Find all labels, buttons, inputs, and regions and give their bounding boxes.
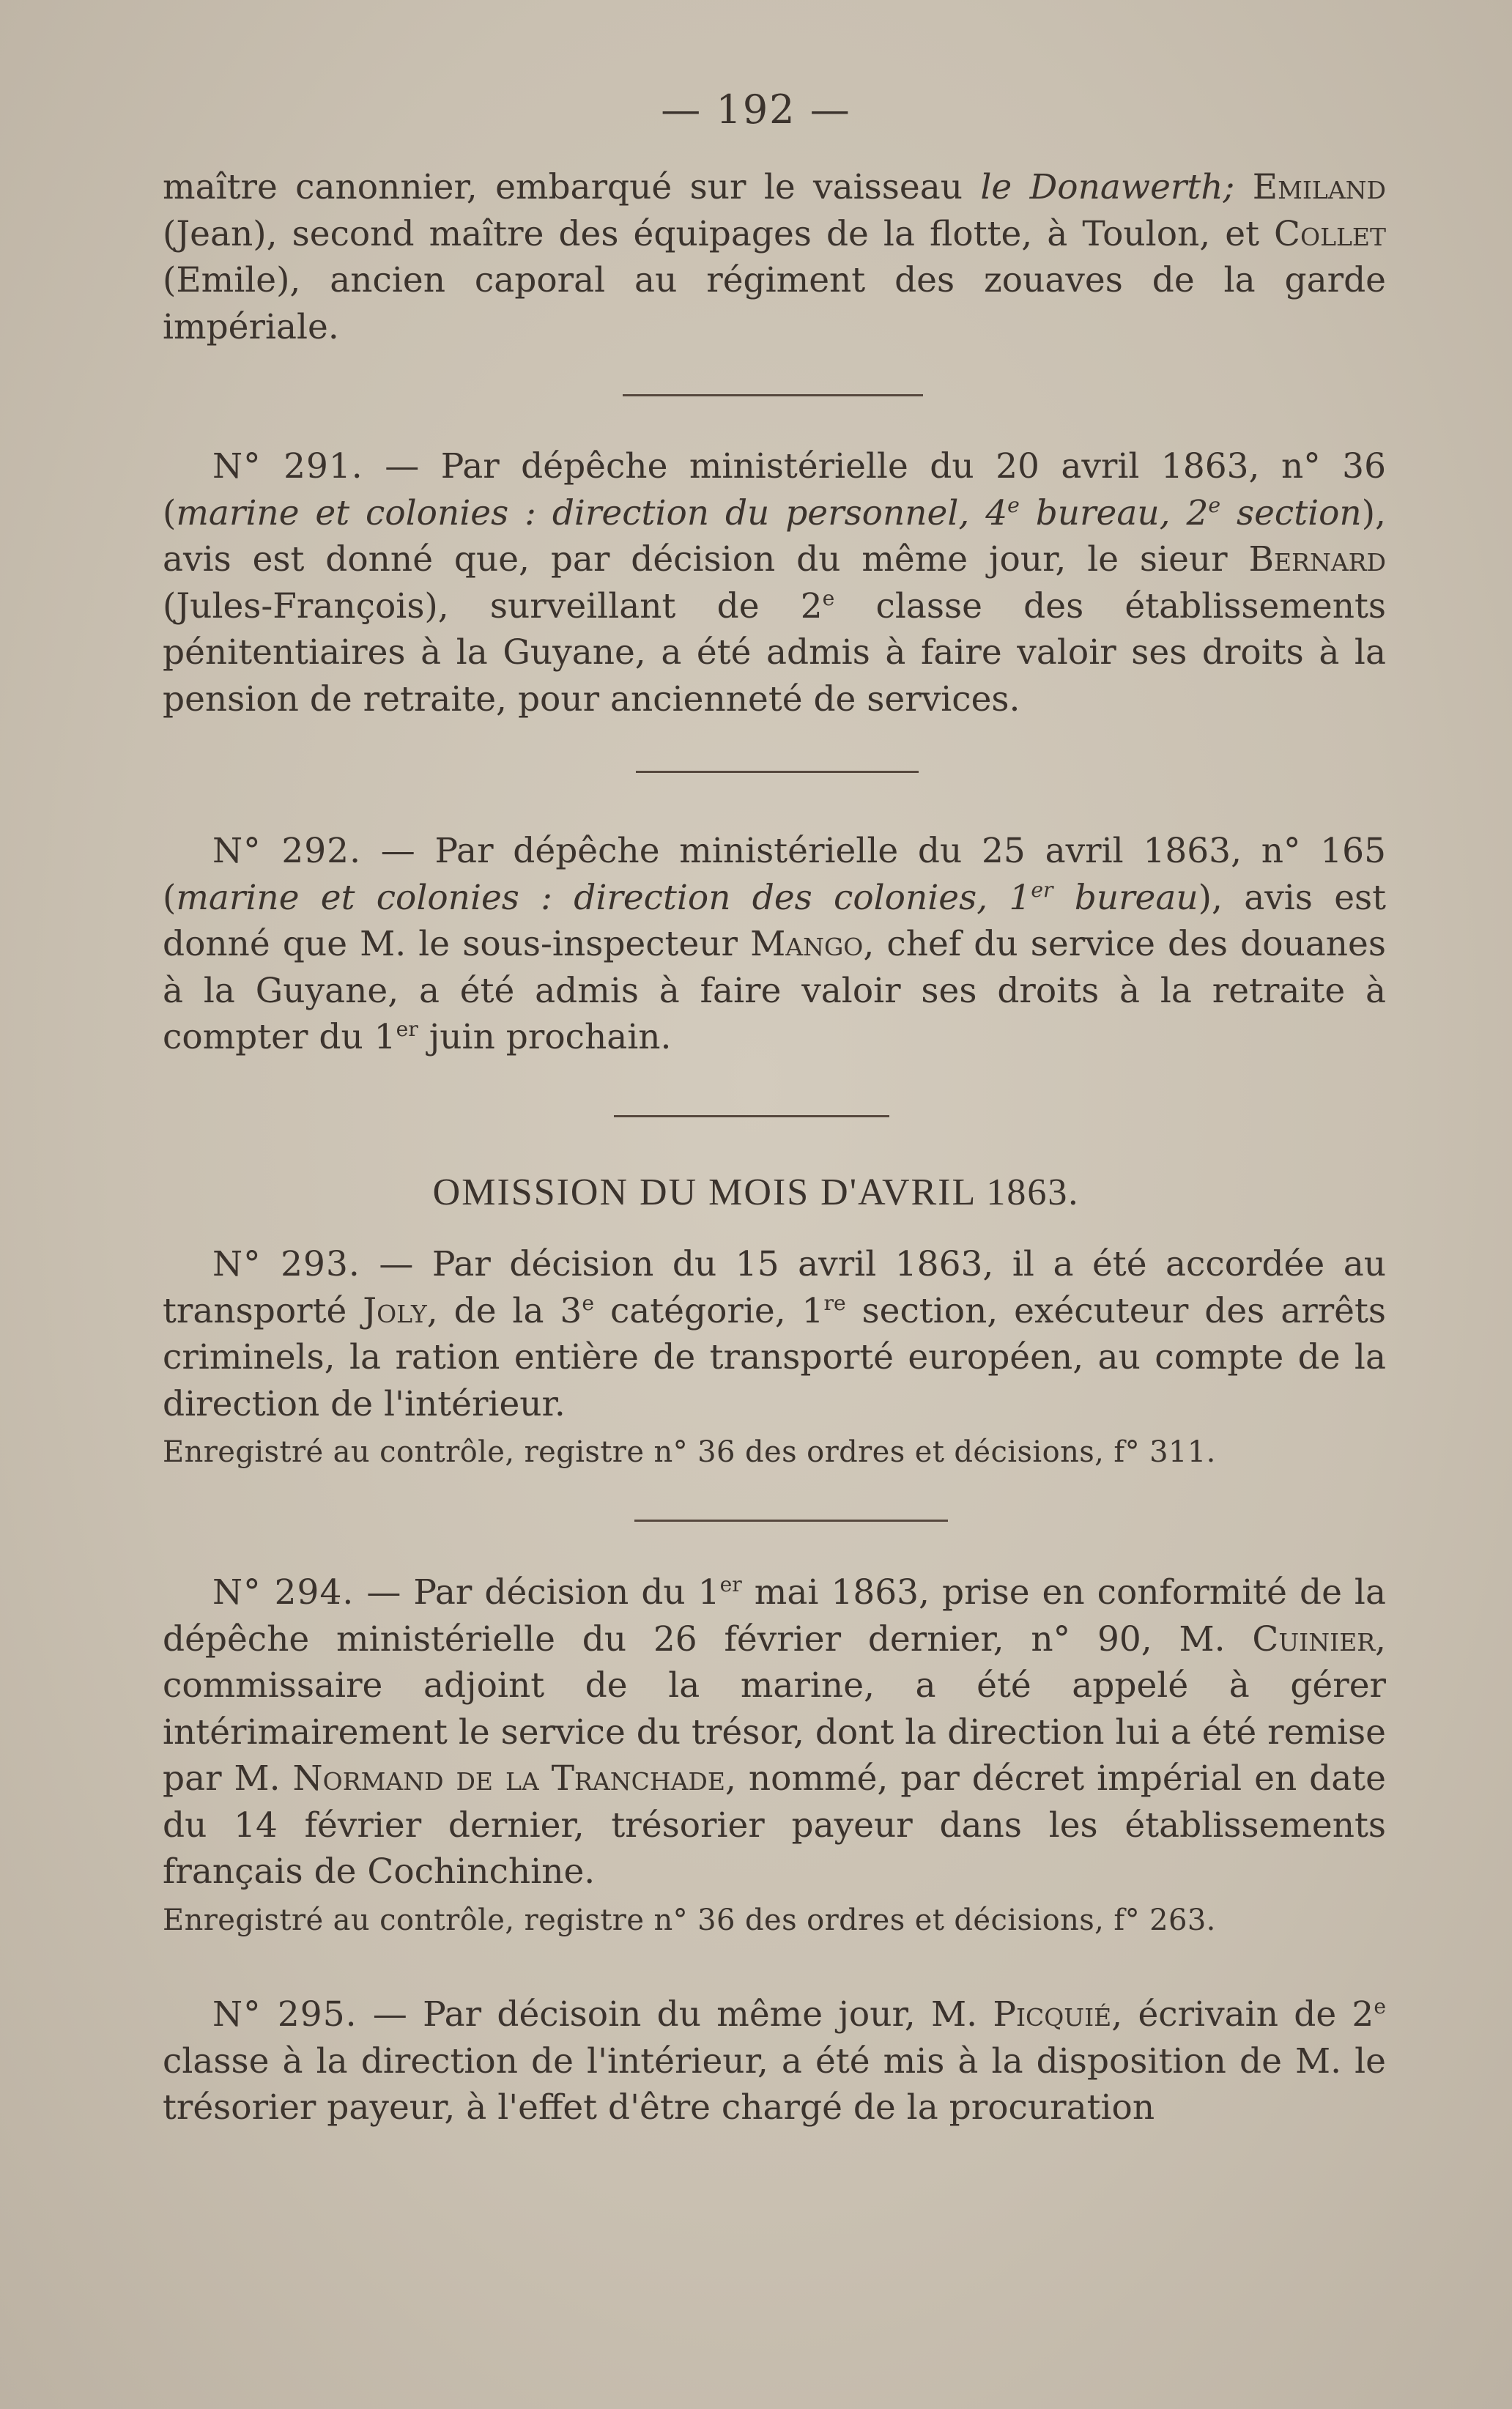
entry-293 bbox=[163, 1241, 1386, 1473]
separator-rule bbox=[623, 394, 923, 396]
separator-rule bbox=[636, 771, 919, 773]
entry-292 bbox=[163, 828, 1386, 1061]
entry-number: N° 295. bbox=[212, 1994, 357, 2035]
person-name: Joly bbox=[363, 1290, 427, 1331]
entry-294 bbox=[163, 1569, 1386, 1941]
person-name: Emiland bbox=[1252, 167, 1386, 207]
person-name: Picquié bbox=[993, 1994, 1112, 2035]
registration-note: Enregistré au contrôle, registre n° 36 des ordres et décisions, f° 311. bbox=[163, 1435, 1216, 1469]
registration-note: Enregistré au contrôle, registre n° 36 des ordres et décisions, f° 263. bbox=[163, 1903, 1216, 1937]
entry-291-text: N° 291. — Par dépêche ministérielle du 20 avril 1863, n° 36 (marine et colonies : direction du personnel, 4e bureau, 2e section), avis est donné que, par décision du même jour, le sieur Bernard (Jules-François), surveillant de 2e classe des établissements pénitentiaires à la Guyane, a été admis à faire valoir ses droits à la pension de retraite, pour ancienneté de services. bbox=[163, 446, 1386, 719]
entry-295 bbox=[163, 1991, 1386, 2131]
person-name: Mango bbox=[750, 924, 864, 964]
entry-292-text: N° 292. — Par dépêche ministérielle du 25 avril 1863, n° 165 (marine et colonies : direction des colonies, 1er bureau), avis est donné que M. le sous-inspecteur Mango, chef du service des douanes à la Guyane, a été admis à faire valoir ses droits à la retraite à compter du 1er juin prochain. bbox=[163, 831, 1387, 1057]
separator-rule bbox=[614, 1115, 889, 1117]
ship-name: le Donawerth; bbox=[980, 167, 1235, 207]
entry-number: N° 291. bbox=[212, 446, 363, 486]
entry-294-text: N° 294. — Par décision du 1er mai 1863, prise en conformité de la dépêche ministérielle du 26 février dernier, n° 90, M. Cuinier, commissaire adjoint de la marine, a été appelé à gérer intérimairement le service du trésor, dont la direction lui a été remise par M. Normand de la Tranchade, nommé, par décret impérial en date du 14 février dernier, trésorier payeur dans les établissements français de Cochinchine. bbox=[163, 1572, 1386, 1892]
person-name: Cuinier bbox=[1252, 1618, 1376, 1659]
entry-295-text: N° 295. — Par décisoin du même jour, M. Picquié, écrivain de 2e classe à la direction de l'intérieur, a été mis à la disposition de M. le trésorier payeur, à l'effet d'être chargé de la procuration bbox=[163, 1994, 1387, 2128]
person-name: Collet bbox=[1274, 213, 1386, 254]
entry-number: N° 294. bbox=[212, 1572, 355, 1613]
entry-291 bbox=[163, 443, 1386, 722]
continuation-block bbox=[163, 164, 1386, 350]
section-heading: OMISSION DU MOIS D'AVRIL 1863. bbox=[432, 1172, 1080, 1213]
person-name: Bernard bbox=[1248, 539, 1386, 580]
entry-number: N° 292. bbox=[212, 831, 362, 871]
continuation-paragraph: maître canonnier, embarqué sur le vaisseau le Donawerth; Emiland (Jean), second maître des équipages de la flotte, à Toulon, et Collet (Emile), ancien caporal au régiment des zouaves de la garde impériale. bbox=[163, 167, 1386, 347]
entry-number: N° 293. bbox=[212, 1244, 360, 1284]
page-number: — 192 — bbox=[661, 86, 851, 133]
separator-rule bbox=[634, 1520, 948, 1522]
person-name: Normand de la Tranchade bbox=[292, 1758, 725, 1799]
entry-293-text: N° 293. — Par décision du 15 avril 1863, il a été accordée au transporté Joly, de la 3e catégorie, 1re section, exécuteur des arrêts criminels, la ration entière de transporté européen, au compte de la direction de l'intérieur. bbox=[163, 1244, 1387, 1424]
